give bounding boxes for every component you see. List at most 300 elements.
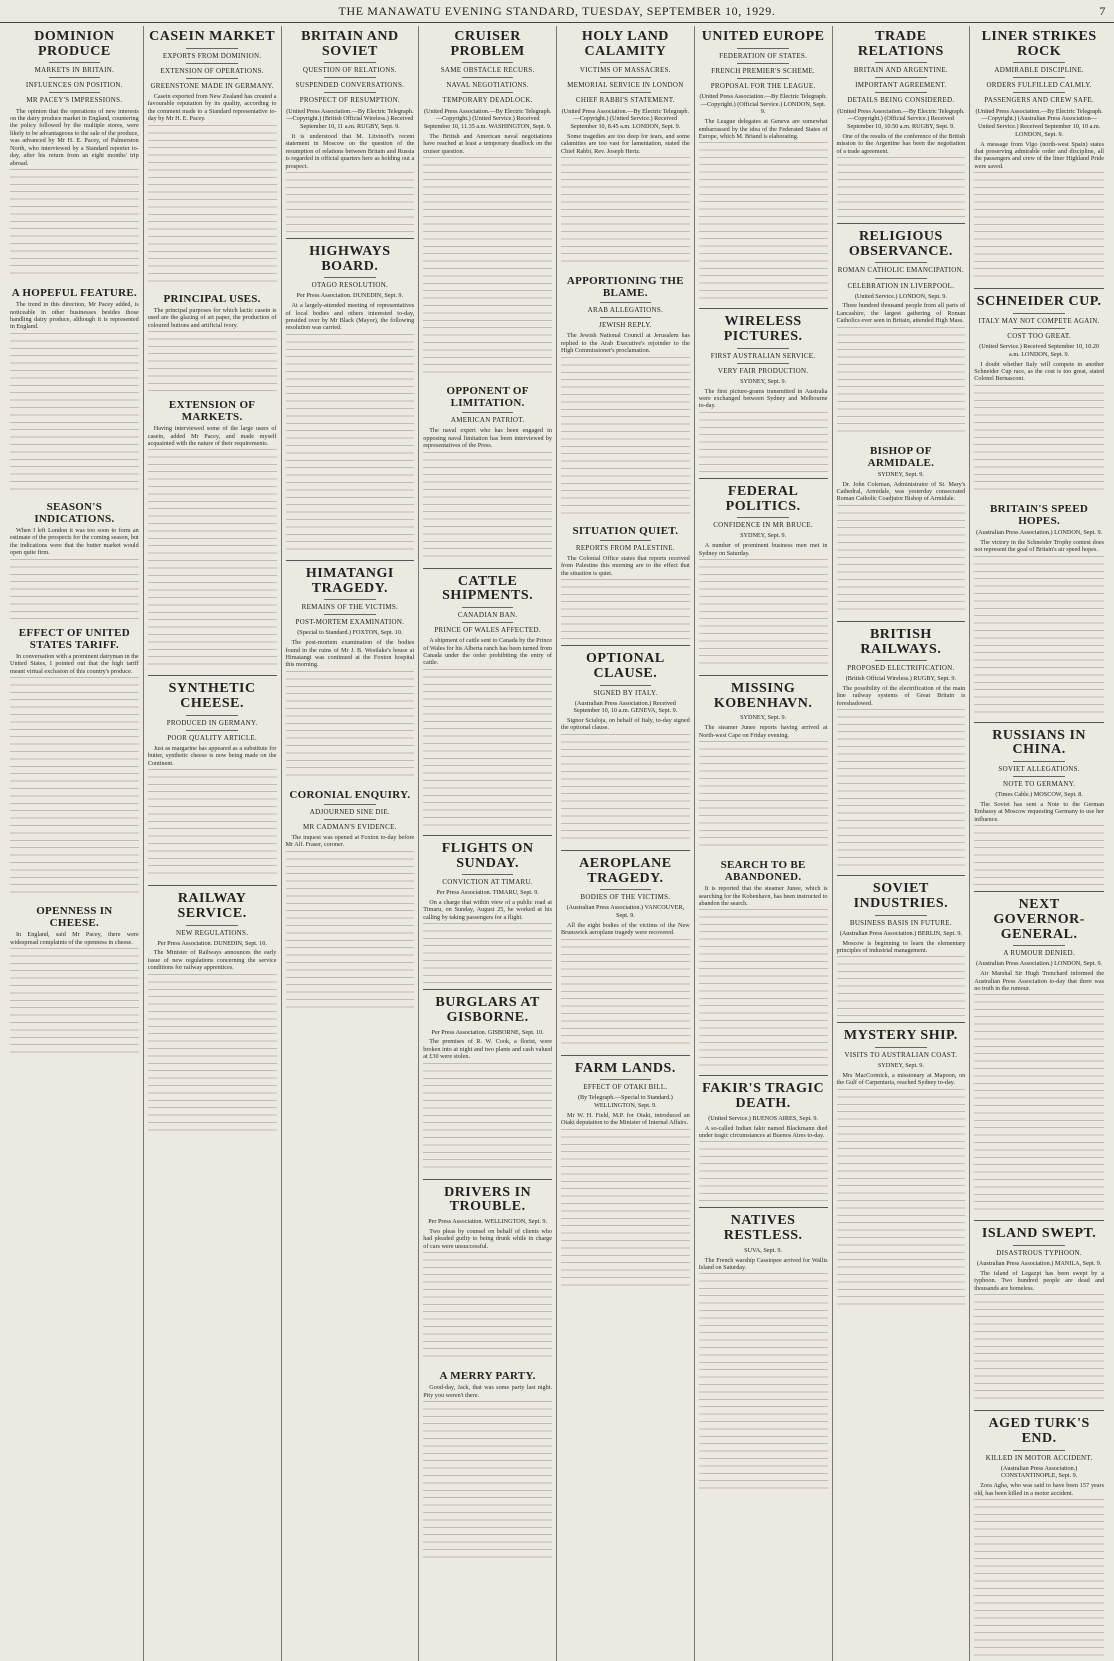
article-headline: HIMATANGI TRAGEDY. <box>305 565 394 596</box>
text-lines <box>699 909 828 1069</box>
article-body: Good-day, Jack, that was some party last night. Pity you weren't there. <box>423 1384 552 1399</box>
deck-rule <box>600 540 652 541</box>
article-body: Having interviewed some of the large users of casein, added Mr Pacey, and made myself acquainted with the nature of their requirements. <box>147 425 277 448</box>
text-lines <box>423 923 552 983</box>
article-deck: COST TOO GREAT. <box>1007 332 1071 340</box>
article-subheading: BRITAIN'S SPEED HOPES. <box>990 502 1089 527</box>
text-lines <box>10 333 139 493</box>
article-body: Some tragedies are too deep for tears, and some calamities are too vast for lamentation, stated the Chief Rabbi, Rev. Joseph Hertz. <box>561 132 690 155</box>
article <box>10 627 139 898</box>
article-headline: BURGLARS AT GISBORNE. <box>435 995 540 1026</box>
deck-rule <box>186 715 238 716</box>
page-number: 7 <box>1099 4 1106 18</box>
text-lines <box>10 169 139 279</box>
article-body: Moscow is beginning to learn the elementary principles of industrial management. <box>836 939 966 954</box>
article-deck: DETAILS BEING CONSIDERED. <box>847 96 955 105</box>
article-deck: AMERICAN PATRIOT. <box>450 416 525 425</box>
text-lines <box>148 769 277 879</box>
article-deck: PRINCE OF WALES AFFECTED. <box>434 626 541 635</box>
article-body: The steamer Junee reports having arrived at North-west Cape on Friday evening. <box>698 724 828 739</box>
article-body: In England, said Mr Pacey, there were widespread complaints of the openness in cheese. <box>10 931 139 946</box>
article-body: Just as margarine has appeared as a substitute for butter, synthetic cheese is now being made on the Continent. <box>147 744 277 767</box>
article-deck: EXTENSION OF OPERATIONS. <box>160 66 264 75</box>
article-divider <box>699 675 828 676</box>
article-deck: ORDERS FULFILLED CALMLY. <box>986 81 1092 90</box>
article-divider <box>837 223 966 224</box>
article-headline: HOLY LAND CALAMITY <box>581 29 669 59</box>
article-subheading: EXTENSION OF MARKETS. <box>168 398 256 424</box>
article-deck: PRODUCED IN GERMANY. <box>166 718 258 727</box>
article-divider <box>423 1179 552 1180</box>
column-6 <box>695 26 833 1661</box>
article-deck: VERY FAIR PRODUCTION. <box>717 366 809 375</box>
article-body: All the eight bodies of the victims of the New Brunswick aeroplane tragedy were recovered. <box>561 921 690 937</box>
text-lines <box>286 851 415 1011</box>
article-headline: AEROPLANE TRAGEDY. <box>579 855 672 886</box>
deck-rule <box>737 63 789 64</box>
text-lines <box>423 452 552 562</box>
text-lines <box>699 559 828 669</box>
article-headline: CATTLE SHIPMENTS. <box>442 573 534 604</box>
article-body: The victory in the Schneider Trophy contest does not represent the goal of Britain's air speed hopes. <box>974 538 1104 554</box>
article-body: A message from Vigo (north-west Spain) states that preserving admirable order and discipline, all the passengers and crew of the liner Highland Pride were saved. <box>974 140 1104 170</box>
article-body: When I left London it was too soon to form an estimate of the prospects for the coming season, but the indications were that the butter market would open quite firm. <box>10 527 139 557</box>
deck-rule <box>462 77 514 78</box>
article <box>423 989 552 1172</box>
article <box>837 30 966 217</box>
article-dateline: (Australian Press Association.) Received September 10, 10 a.m. GENEVA, Sept. 9. <box>573 699 678 715</box>
article-divider <box>974 1410 1104 1411</box>
article-divider <box>699 308 828 309</box>
article-deck: ITALY MAY NOT COMPETE AGAIN. <box>978 316 1100 325</box>
deck-rule <box>324 599 376 600</box>
article-divider <box>837 1022 966 1023</box>
article-deck: MR CADMAN'S EVIDENCE. <box>303 822 397 831</box>
column-4 <box>419 26 557 1661</box>
article-body: I doubt whether Italy will compete in another Schneider Cup race, as the cost is too great, stated Colonel Bernasconi. <box>974 360 1104 383</box>
columns-container <box>6 26 1108 1497</box>
text-lines <box>699 412 828 472</box>
article-body: The possibility of the electrification of the main line railway systems of Great Britain is foreshadowed. <box>836 685 966 707</box>
article-subheading: A HOPEFUL FEATURE. <box>11 287 138 300</box>
article-body: The post-mortem examination of the bodies found in the ruins of Mr J. B. Westlake's house at Himatangi was continued at the Foxton hospital this morning. <box>285 639 415 669</box>
article <box>10 30 139 279</box>
article-headline: FARM LANDS. <box>574 1060 676 1076</box>
deck-rule <box>1013 62 1065 63</box>
article-headline: RUSSIANS IN CHINA. <box>992 727 1087 758</box>
article-divider <box>423 989 552 990</box>
text-lines <box>837 709 966 869</box>
deck-rule <box>1013 1450 1065 1451</box>
article <box>699 1075 828 1201</box>
article-dateline: (United Service.) LONDON, Sept. 9. <box>854 292 947 300</box>
deck-rule <box>737 363 789 364</box>
text-lines <box>423 1401 552 1561</box>
deck-rule <box>462 62 514 63</box>
article-headline: SOVIET INDUSTRIES. <box>853 881 949 912</box>
article-body: The Colonial Office states that reports received from Palestine this morning are to the effect that the situation is quiet. <box>561 554 690 577</box>
article-dateline: (United Service.) BUENOS AIRES, Sept. 9. <box>708 1114 819 1122</box>
article <box>286 30 415 232</box>
deck-rule <box>324 62 376 63</box>
text-lines <box>974 385 1104 495</box>
article-subheading: BISHOP OF ARMIDALE. <box>867 444 935 469</box>
column-5 <box>557 26 695 1661</box>
deck-rule <box>737 348 789 349</box>
article-dateline: SYDNEY, Sept. 9. <box>877 470 924 478</box>
article-deck: ADMIRABLE DISCIPLINE. <box>994 66 1084 75</box>
article <box>974 1220 1104 1404</box>
article-dateline: (Special to Standard.) FOXTON, Sept. 10. <box>297 629 403 637</box>
article-headline: DOMINION PRODUCE <box>34 29 115 59</box>
article-deck: BRITAIN AND ARGENTINE. <box>853 66 948 75</box>
column-2 <box>144 26 282 1661</box>
article-dateline: Per Press Association. WELLINGTON, Sept. 9. <box>428 1218 548 1226</box>
article-deck: ROMAN CATHOLIC EMANCIPATION. <box>837 266 964 275</box>
article-dateline: (United Press Association.—By Electric Telegraph.—Copyright.) (United Service.) Received September 10, 11.35 a.m. WASHINGTON, Sept. 9. <box>423 107 552 131</box>
article-body: One of the results of the conference of the British mission to the Argentine has been the negotiation of a trade agreement. <box>836 132 966 155</box>
article-deck: SAME OBSTACLE RECURS. <box>440 66 535 75</box>
deck-rule <box>875 660 927 661</box>
article-headline: LINER STRIKES ROCK <box>981 29 1097 59</box>
article-headline: FLIGHTS ON SUNDAY. <box>441 840 534 871</box>
article-headline: RELIGIOUS OBSERVANCE. <box>848 229 953 259</box>
article <box>974 891 1104 1214</box>
article-deck: IMPORTANT AGREEMENT. <box>855 81 947 90</box>
article-deck: CELEBRATION IN LIVERPOOL. <box>847 281 955 290</box>
article-body: The Minister of Railways announces the early issue of new regulations concerning the service conditions for railway apprentices. <box>147 949 277 972</box>
article <box>561 645 690 844</box>
deck-rule <box>49 92 101 93</box>
article-body: It is understood that M. Litvinoff's recent statement in Moscow on the question of the resumption of relations between Britain and Russia is regarded in official quarters here as holding out a prospect. <box>285 132 415 170</box>
article-dateline: SYDNEY, Sept. 9. <box>740 714 787 722</box>
deck-rule <box>324 277 376 278</box>
article-divider <box>837 621 966 622</box>
text-lines <box>974 556 1104 716</box>
text-lines <box>148 125 277 285</box>
article-body: The inquest was opened at Foxton to-day before Mr Alf. Fraser, coroner. <box>285 834 415 849</box>
article-body: A number of prominent business men met in Sydney on Saturday. <box>698 542 828 557</box>
article-dateline: (Australian Press Association.) LONDON, Sept. 9. <box>976 529 1103 537</box>
article <box>699 478 828 669</box>
article-headline: AGED TURK'S END. <box>988 1416 1090 1446</box>
text-lines <box>561 357 690 517</box>
article-divider <box>974 1220 1104 1221</box>
deck-rule <box>462 874 514 875</box>
article-deck: EXPORTS FROM DOMINION. <box>162 51 262 60</box>
article-body: Three hundred thousand people from all parts of Lancashire, the largest gathering of Roman Catholics ever seen in Britain, attended High Mass. <box>836 302 966 325</box>
article <box>974 288 1104 495</box>
article-dateline: (Australian Press Association.) VANCOUVER, Sept. 9. <box>566 904 685 920</box>
article-headline: UNITED EUROPE <box>701 29 825 44</box>
article-body: Mrs MacCormick, a missionary at Mapoon, on the Gulf of Carpentaria, reached Sydney to-day. <box>836 1071 966 1087</box>
article-divider <box>699 478 828 479</box>
article-deck: POOR QUALITY ARTICLE. <box>167 733 258 742</box>
deck-rule <box>875 262 927 263</box>
article-headline: HIGHWAYS BOARD. <box>309 243 391 274</box>
article-divider <box>423 568 552 569</box>
article-dateline: (Australian Press Association.) MANILA, Sept. 9. <box>976 1260 1102 1268</box>
deck-rule <box>324 77 376 78</box>
article <box>423 568 552 829</box>
column-7 <box>833 26 971 1661</box>
article <box>974 722 1104 886</box>
article-dateline: SYDNEY, Sept. 9. <box>877 1062 924 1070</box>
deck-rule <box>875 77 927 78</box>
deck-rule <box>1013 313 1065 314</box>
deck-rule <box>324 819 376 820</box>
text-lines <box>561 939 690 1049</box>
article-body: Signor Scialoja, on behalf of Italy, to-day signed the optional clause. <box>561 717 690 732</box>
article <box>286 238 415 554</box>
article-headline: OPTIONAL CLAUSE. <box>586 651 665 681</box>
article-body: The Soviet has sent a Note to the German Embassy at Moscow requesting Germany to use her influence. <box>974 800 1104 823</box>
article-deck: FEDERATION OF STATES. <box>719 51 808 60</box>
text-lines <box>423 157 552 377</box>
article-body: Two pleas by counsel on behalf of clients who had pleaded guilty to being drunk while in charge of cars were unsuccessful. <box>423 1227 552 1250</box>
text-lines <box>837 157 966 217</box>
article-dateline: (By Telegraph.—Special to Standard.) WELLINGTON, Sept. 9. <box>577 1094 673 1110</box>
article <box>837 621 966 869</box>
article-body: At a largely-attended meeting of representatives of local bodies and others interested to-day, presided over by Mr Black (Mayor), the following resolution was carried. <box>285 302 415 332</box>
article-headline: NEXT GOVERNOR-GENERAL. <box>993 897 1085 942</box>
article-headline: FEDERAL POLITICS. <box>725 483 801 514</box>
article-deck: MR PACEY'S IMPRESSIONS. <box>26 96 123 105</box>
deck-rule <box>875 915 927 916</box>
article-deck: FIRST AUSTRALIAN SERVICE. <box>710 351 816 360</box>
article-headline: DRIVERS IN TROUBLE. <box>444 1184 532 1215</box>
article-dateline: (Times Cable.) MOSCOW, Sept. 8. <box>995 791 1083 799</box>
article-deck: TEMPORARY DEADLOCK. <box>442 96 533 105</box>
article-dateline: (United Service.) Received September 10, 10.20 a.m. LONDON, Sept. 9. <box>979 343 1100 358</box>
masthead-title: THE MANAWATU EVENING STANDARD, TUESDAY, SEPTEMBER 10, 1929. <box>338 4 776 18</box>
deck-rule <box>600 685 652 686</box>
article-deck: SUSPENDED CONVERSATIONS. <box>295 81 405 90</box>
article-headline: ISLAND SWEPT. <box>981 1226 1097 1242</box>
column-1 <box>6 26 144 1661</box>
deck-rule <box>737 517 789 518</box>
article-divider <box>561 850 690 851</box>
deck-rule <box>462 622 514 623</box>
text-lines <box>286 671 415 781</box>
text-lines <box>974 825 1104 885</box>
text-lines <box>10 948 139 1058</box>
article-divider <box>699 1075 828 1076</box>
deck-rule <box>186 48 238 49</box>
deck-rule <box>1013 328 1065 329</box>
deck-rule <box>1013 92 1065 93</box>
article-headline: BRITAIN AND SOVIET <box>301 29 399 59</box>
article-headline: FAKIR'S TRAGIC DEATH. <box>702 1081 825 1112</box>
article <box>837 875 966 1016</box>
article-headline: SYNTHETIC CHEESE. <box>168 681 256 712</box>
article-deck: ADJOURNED SINE DIE. <box>309 807 390 816</box>
article-body: The principal purposes for which lactic casein is used are the glazing of art paper, the production of coloured buttons and artificial ivory. <box>147 306 277 329</box>
article <box>10 501 139 619</box>
article-dateline: (Australian Press Association.) LONDON, Sept. 9. <box>976 960 1103 968</box>
article-body: A shipment of cattle sent to Canada by the Prince of Wales for his Alberta ranch has been turned from Canada under the order prohibiting the entry of cattle. <box>423 637 552 667</box>
deck-rule <box>600 1079 652 1080</box>
article-deck: NEW REGULATIONS. <box>175 928 249 937</box>
deck-rule <box>186 925 238 926</box>
article-body: On a charge that within view of a public road at Timaru, on Sunday, August 25, he worked at his calling by taking passengers for a flight. <box>423 899 552 921</box>
text-lines <box>423 669 552 829</box>
article-divider <box>974 288 1104 289</box>
article-deck: KILLED IN MOTOR ACCIDENT. <box>985 1453 1093 1462</box>
article-subheading: OPPONENT OF LIMITATION. <box>446 385 529 410</box>
article-deck: INFLUENCES ON POSITION. <box>25 81 123 90</box>
deck-rule <box>1013 761 1065 762</box>
article-body: Zora Agha, who was said to have been 157 years old, has been killed in a motor accident. <box>974 1482 1104 1497</box>
article-dateline: (United Press Association.—By Electric Telegraph.—Copyright.) (British Official Wireless.) Received September 10, 11 a.m. RUGBY, Sept. 9. <box>286 107 414 131</box>
article <box>974 503 1104 716</box>
deck-rule <box>875 62 927 63</box>
deck-rule <box>600 62 652 63</box>
deck-rule <box>49 62 101 63</box>
text-lines <box>148 449 277 669</box>
article <box>148 293 277 391</box>
article-deck: PASSENGERS AND CREW SAFE. <box>984 96 1095 105</box>
article-deck: NAVAL NEGOTIATIONS. <box>446 81 529 90</box>
text-lines <box>561 579 690 639</box>
article-deck: CONVICTION AT TIMARU. <box>442 878 533 887</box>
article-subheading: CORONIAL ENQUIRY. <box>289 788 411 801</box>
article <box>423 30 552 377</box>
article-headline: TRADE RELATIONS <box>857 29 944 59</box>
article <box>561 275 690 517</box>
article <box>561 30 690 267</box>
article <box>423 385 552 562</box>
article-divider <box>286 560 415 561</box>
article-headline: CASEIN MARKET <box>149 29 276 44</box>
article-body: The first picture-grams transmitted in Australia were exchanged between Sydney and Melbourne to-day. <box>698 387 828 410</box>
column-8 <box>970 26 1108 1661</box>
text-lines <box>837 1089 966 1309</box>
article-divider <box>837 875 966 876</box>
deck-rule <box>1013 776 1065 777</box>
text-lines <box>561 734 690 844</box>
article-deck: OTAGO RESOLUTION. <box>311 281 389 290</box>
article-divider <box>286 238 415 239</box>
deck-rule <box>600 889 652 890</box>
article-deck: FRENCH PREMIER'S SCHEME. <box>711 66 816 75</box>
article <box>837 1022 966 1308</box>
text-lines <box>561 157 690 267</box>
article-subheading: SEASON'S INDICATIONS. <box>34 500 115 525</box>
article <box>286 560 415 781</box>
article-subheading: OPENNESS IN CHEESE. <box>36 905 113 930</box>
article-deck: SOVIET ALLEGATIONS. <box>998 765 1080 774</box>
article-body: The British and American naval negotiations have reached at least a temporary deadlock on the cruiser question. <box>423 132 552 155</box>
deck-rule <box>49 77 101 78</box>
deck-rule <box>875 1047 927 1048</box>
article-body: It is reported that the steamer Junee, which is searching for the Kobenhavn, has been instructed to abandon the search. <box>698 885 828 908</box>
article <box>423 835 552 983</box>
article-body: The opinion that the operations of new interests on the dairy produce market in England, countering the policy followed by the multiple stores, were likely to be advantageous to the sale of the produce, was advanced by Mr H. E. Pacey, of Palmerston North, who interviewed by a Standard reporter to-day, after his return from an eight months' trip abroad. <box>10 107 139 167</box>
article-deck: CONFIDENCE IN MR BRUCE. <box>713 521 814 530</box>
article-deck: QUESTION OF RELATIONS. <box>302 66 397 75</box>
article-deck: VISITS TO AUSTRALIAN COAST. <box>844 1051 958 1060</box>
text-lines <box>10 677 139 897</box>
article-deck: DISASTROUS TYPHOON. <box>996 1249 1082 1258</box>
text-lines <box>423 1252 552 1362</box>
deck-rule <box>324 804 376 805</box>
article <box>699 308 828 472</box>
text-lines <box>699 1141 828 1201</box>
text-lines <box>837 956 966 1016</box>
article-dateline: SYDNEY, Sept. 9. <box>740 532 787 540</box>
text-lines <box>286 172 415 232</box>
text-lines <box>699 741 828 851</box>
article <box>699 675 828 851</box>
column-3 <box>282 26 420 1661</box>
deck-rule <box>1013 1245 1065 1246</box>
article-dateline: (United Press Association.—By Electric Telegraph.—Copyright.) (United Service.) Received September 10, 8.45 a.m. LONDON, Sept. 9. <box>561 107 690 131</box>
article-dateline: SYDNEY, Sept. 9. <box>740 377 787 385</box>
article-dateline: (British Official Wireless.) RUGBY, Sept. 9. <box>845 675 956 683</box>
article-headline: CRUISER PROBLEM <box>450 29 525 59</box>
article-dateline: Per Press Association. GISBORNE, Sept. 10. <box>431 1028 544 1036</box>
article <box>148 885 277 1133</box>
article-dateline: (United Press Association.—By Electric Telegraph.—Copyright.) (Australian Press Association—United Service.) Received September 10, 10 a.m. LONDON, Sept. 9. <box>975 107 1103 138</box>
deck-rule <box>600 77 652 78</box>
deck-rule <box>600 317 652 318</box>
article <box>699 30 828 302</box>
deck-rule <box>462 607 514 608</box>
article-dateline: (United Press Association.—By Electric Telegraph.—Copyright.) (Official Service.) LONDON, Sept. 9. <box>699 92 827 116</box>
article-body: A so-called Indian fakir named Blackmann died under tragic circumstances at Buenos Aires to-day. <box>698 1124 828 1140</box>
article-deck: PROPOSAL FOR THE LEAGUE. <box>710 81 816 90</box>
text-lines <box>974 172 1104 282</box>
article-deck: EFFECT OF OTAKI BILL. <box>583 1083 668 1092</box>
article-body: Mr W. H. Field, M.P. for Otaki, introduced an Otaki deputation to the Minister of Internal Affairs. <box>561 1111 690 1127</box>
text-lines <box>148 974 277 1134</box>
article-body: The island of Legazpi has been swept by a typhoon. Two hundred people are dead and thousands are homeless. <box>974 1269 1104 1292</box>
article-dateline: (United Press Association.—By Electric Telegraph.—Copyright.) (Official Service.) Received September 10, 10.50 a.m. RUGBY, Sept. 9. <box>837 107 965 131</box>
article-deck: NOTE TO GERMANY. <box>1002 780 1076 789</box>
article-dateline: (Australian Press Association.) BERLIN, Sept. 9. <box>839 929 962 937</box>
deck-rule <box>462 412 514 413</box>
article-headline: MISSING KOBENHAVN. <box>713 680 813 711</box>
deck-rule <box>600 302 652 303</box>
deck-rule <box>600 92 652 93</box>
article <box>148 30 277 285</box>
article-deck: PROPOSED ELECTRIFICATION. <box>847 664 955 673</box>
article <box>561 525 690 639</box>
text-lines <box>699 142 828 302</box>
article-divider <box>561 645 690 646</box>
text-lines <box>837 327 966 437</box>
article-headline: RAILWAY SERVICE. <box>177 891 247 921</box>
article-divider <box>699 1207 828 1208</box>
article-subheading: SEARCH TO BE ABANDONED. <box>720 858 806 884</box>
article-deck: MEMORIAL SERVICE IN LONDON <box>567 81 684 90</box>
article-body: Dr. John Coleman, Administrator of St. Mary's Cathedral, Armidale, was yesterday consecrated Roman Catholic Coadjutor Bishop of Armidale. <box>836 480 966 503</box>
article-dateline: SUVA, Sept. 9. <box>744 1246 783 1254</box>
article-deck: REMAINS OF THE VICTIMS. <box>301 603 399 612</box>
article <box>561 1055 690 1289</box>
article-subheading: SITUATION QUIET. <box>572 524 679 537</box>
deck-rule <box>324 614 376 615</box>
article-divider <box>561 1055 690 1056</box>
article-body: In conversation with a prominent dairyman in the United States, I pointed out that the high tariff meant virtual exclusion of this country's produce. <box>10 652 139 675</box>
article <box>974 1410 1104 1659</box>
article-body: The naval expert who has been engaged in opposing naval limitation has been interviewed by representatives of the Press. <box>423 427 552 450</box>
article-divider <box>974 891 1104 892</box>
text-lines <box>974 1499 1104 1659</box>
article-headline: NATIVES RESTLESS. <box>723 1213 803 1244</box>
deck-rule <box>1013 77 1065 78</box>
